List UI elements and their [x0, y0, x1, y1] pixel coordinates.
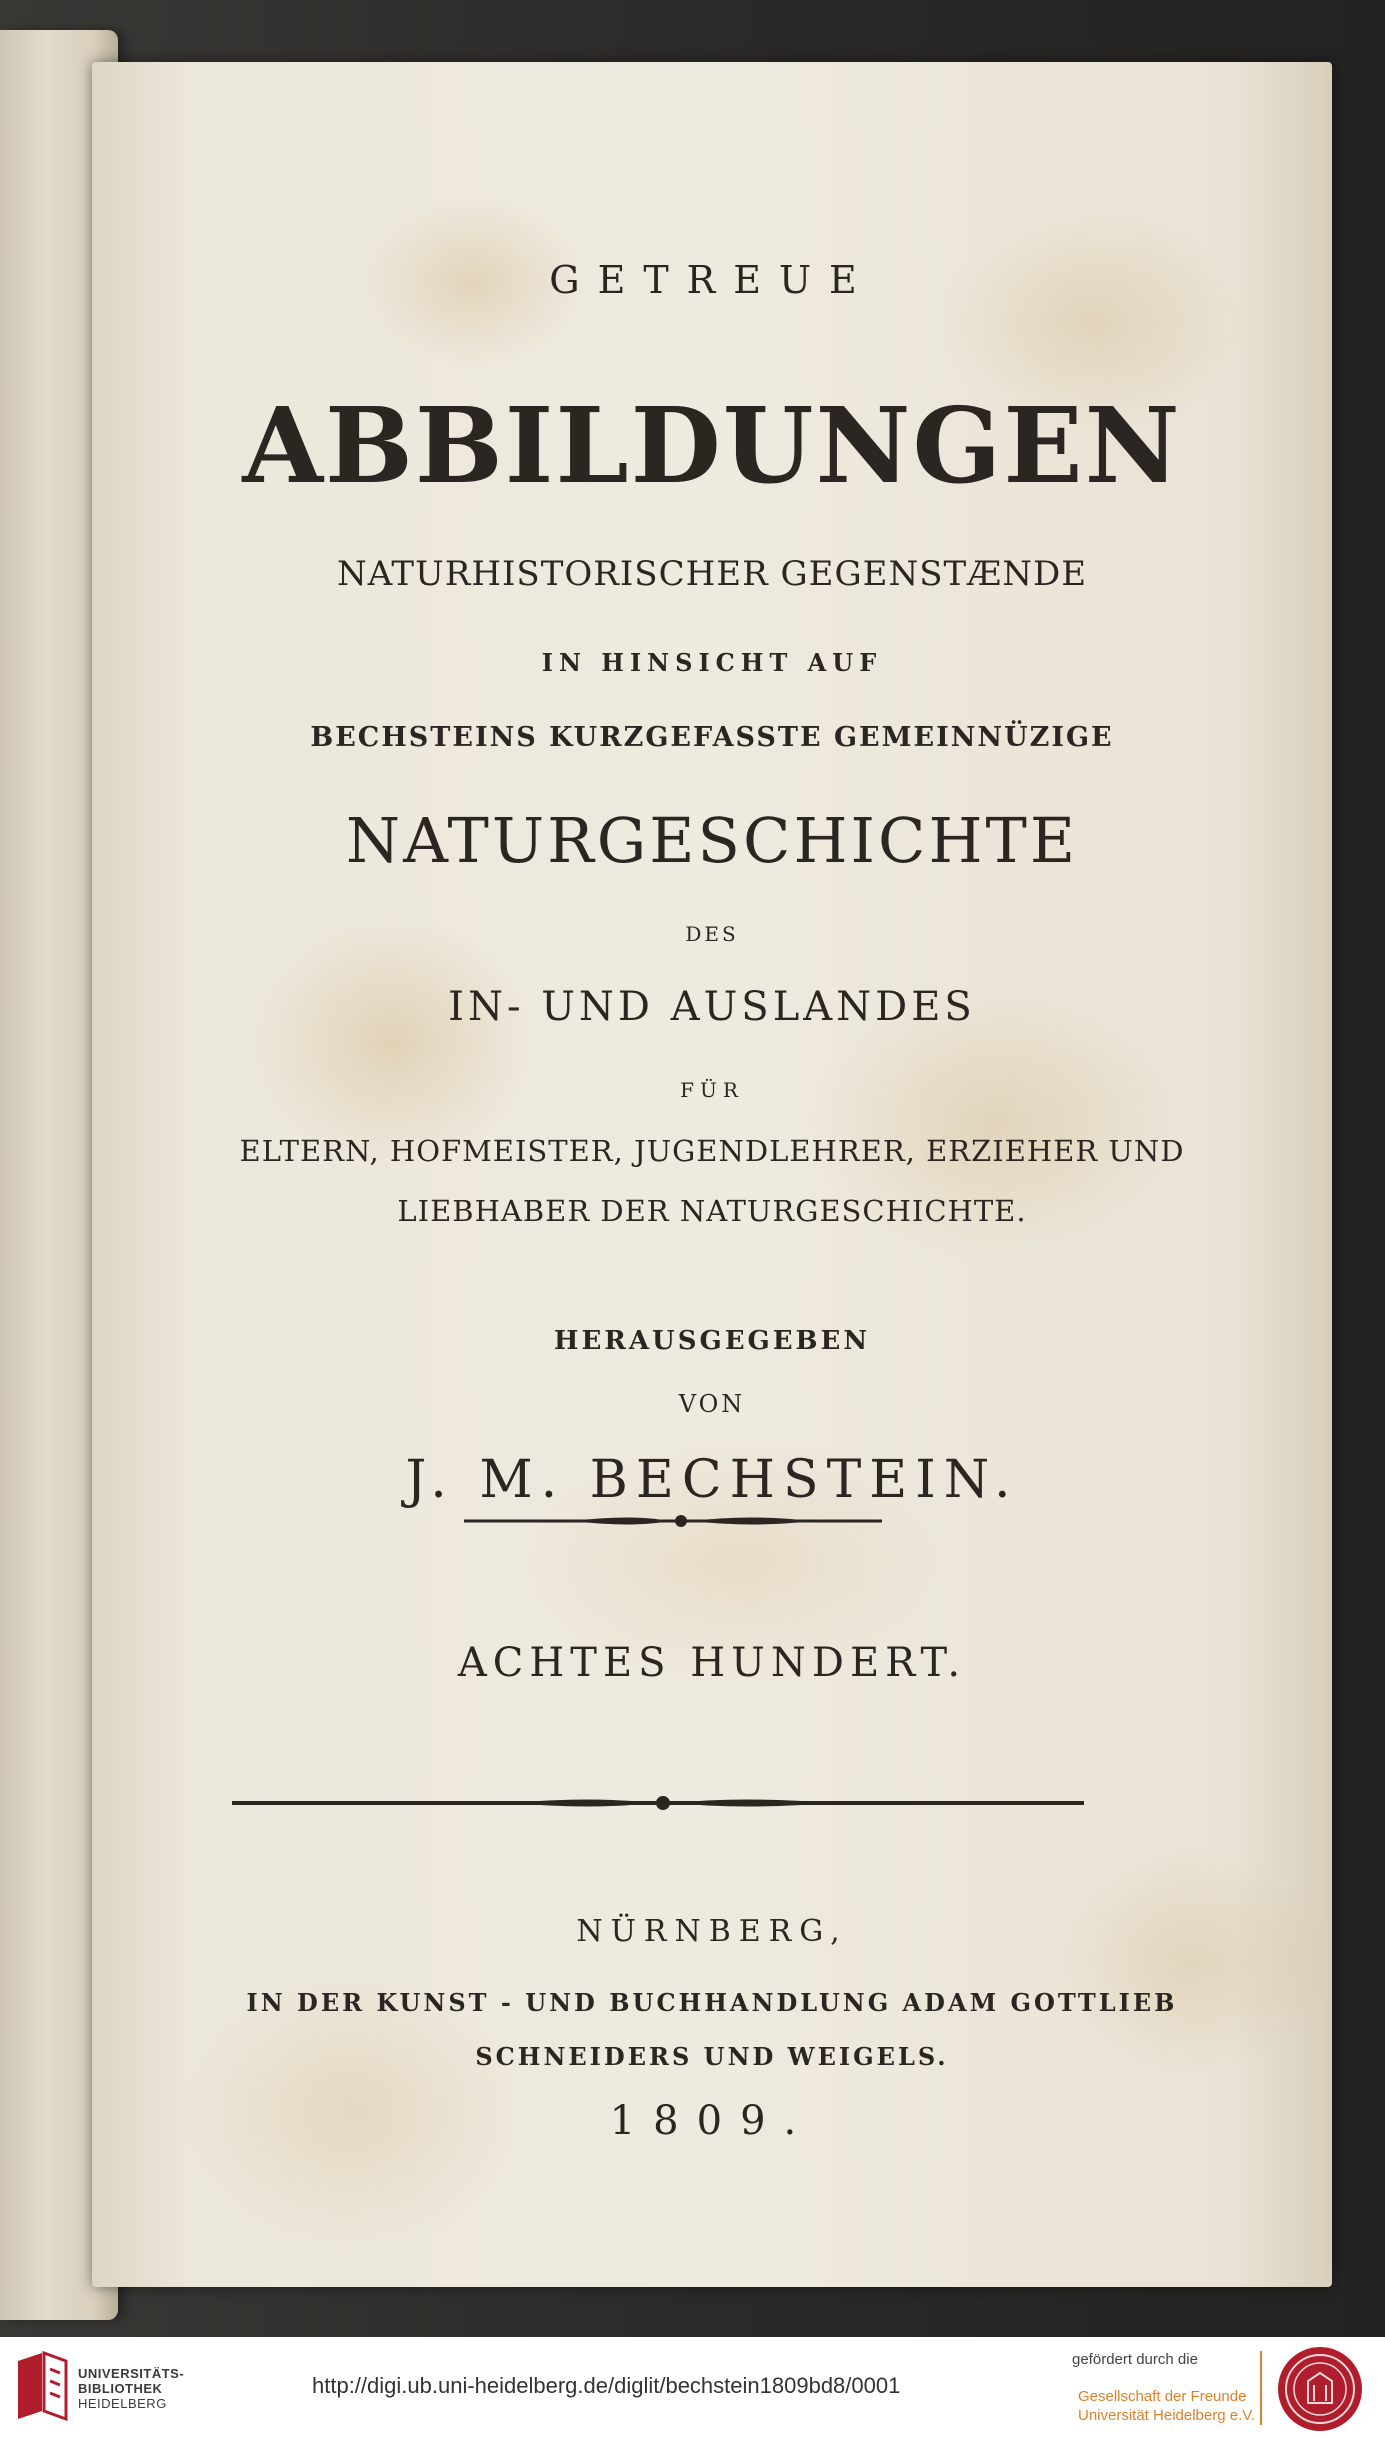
- sponsor-name-line-2: Universität Heidelberg e.V.: [1078, 2407, 1256, 2424]
- subtitle-hinsicht: IN HINSICHT AUF: [541, 648, 883, 677]
- library-name-line-1: UNIVERSITÄTS-: [78, 2366, 185, 2381]
- subtitle-bechsteins: BECHSTEINS KURZGEFASSTE GEMEINNÜZIGE: [310, 722, 1114, 753]
- university-seal-icon[interactable]: [1276, 2345, 1364, 2433]
- imprint-year: 1809.: [609, 2098, 815, 2144]
- title-main: ABBILDUNGEN: [242, 384, 1182, 507]
- subtitle-des: DES: [685, 922, 739, 946]
- editor-von: VON: [678, 1390, 746, 1418]
- library-name[interactable]: [78, 2366, 184, 2411]
- ornamental-rule-long: [92, 1788, 1332, 1818]
- subtitle-in-und-auslandes: IN- UND AUSLANDES: [448, 984, 976, 1030]
- ornamental-rule-short: [92, 1506, 1332, 1536]
- editor-label: HERAUSGEGEBEN: [553, 1326, 871, 1356]
- library-name-line-2: BIBLIOTHEK: [78, 2381, 163, 2396]
- imprint-publisher-2: SCHNEIDERS UND WEIGELS.: [475, 2042, 949, 2071]
- volume-label: ACHTES HUNDERT.: [457, 1640, 967, 1686]
- title-line-getreue: GETREUE: [549, 258, 875, 302]
- university-library-logo-icon[interactable]: [14, 2349, 70, 2425]
- permalink-url[interactable]: http://digi.ub.uni-heidelberg.de/diglit/bechstein1809bd8/0001: [312, 2373, 901, 2398]
- subtitle-fuer: FÜR: [680, 1078, 744, 1102]
- viewer-footer: [0, 2337, 1385, 2437]
- library-name-line-3: HEIDELBERG: [78, 2396, 167, 2411]
- title-page: [92, 62, 1332, 2287]
- audience-line-2: LIEBHABER DER NATURGESCHICHTE.: [397, 1194, 1027, 1228]
- audience-line-1: ELTERN, HOFMEISTER, JUGENDLEHRER, ERZIEHER UND: [239, 1134, 1185, 1168]
- imprint-publisher-1: IN DER KUNST - UND BUCHHANDLUNG ADAM GOTTLIEB: [246, 1988, 1178, 2017]
- subtitle-naturhistorischer: NATURHISTORISCHER GEGENSTÆNDE: [336, 554, 1088, 594]
- sponsor-divider: [1260, 2351, 1262, 2425]
- imprint-place: NÜRNBERG,: [576, 1914, 848, 1949]
- subtitle-naturgeschichte: NATURGESCHICHTE: [345, 804, 1079, 877]
- sponsor-caption: gefördert durch die: [1072, 2351, 1198, 2368]
- sponsor-name[interactable]: [1078, 2387, 1255, 2425]
- sponsor-name-line-1: Gesellschaft der Freunde: [1078, 2388, 1247, 2405]
- author-name: J. M. BECHSTEIN.: [405, 1450, 1019, 1510]
